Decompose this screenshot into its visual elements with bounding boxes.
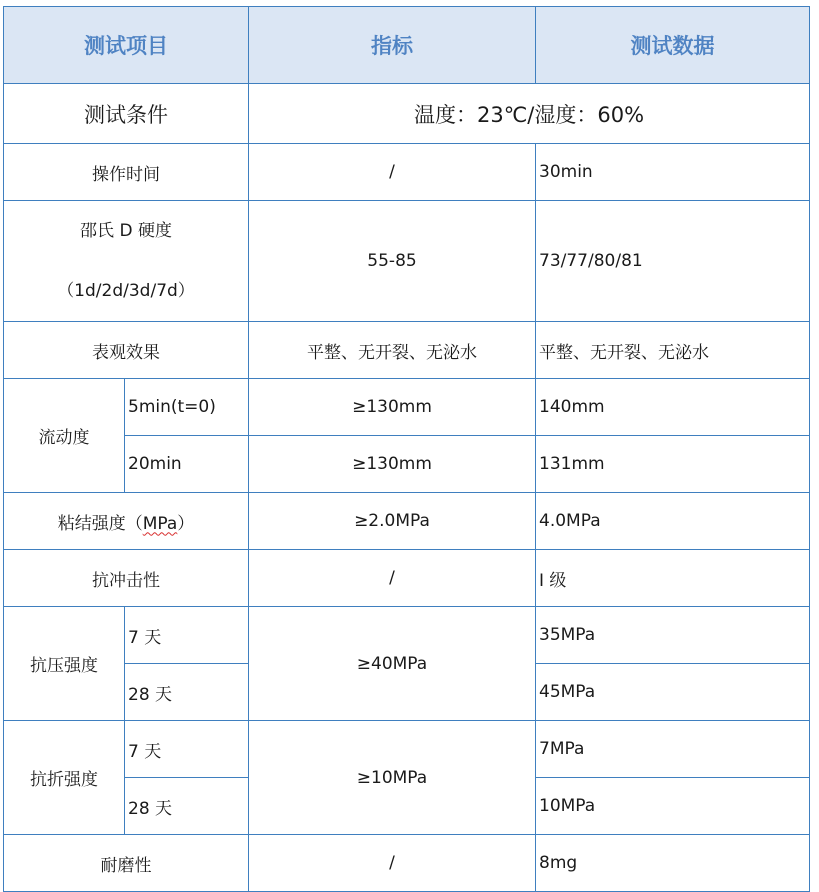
row-label (4, 493, 249, 550)
row-spec: ≥40MPa (249, 607, 536, 721)
row-result: I 级 (536, 550, 810, 607)
conditions-label: 测试条件 (4, 84, 249, 144)
row-label (4, 201, 249, 322)
conditions-row (4, 84, 810, 144)
bond-label-close: ） (177, 513, 195, 534)
row-result: 140mm (536, 379, 810, 436)
hardness-label-line1: 邵氏 D 硬度 (80, 221, 172, 241)
table-row (4, 550, 810, 607)
row-label: 抗压强度 (4, 607, 125, 721)
table-row (4, 721, 810, 778)
sub-label: 20min (125, 436, 249, 493)
row-result: 10MPa (536, 778, 810, 835)
conditions-value: 温度：23℃/湿度：60% (249, 84, 810, 144)
row-label: 表观效果 (4, 322, 249, 379)
row-spec: ≥2.0MPa (249, 493, 536, 550)
row-spec: / (249, 550, 536, 607)
table-row (4, 436, 810, 493)
row-label: 抗折强度 (4, 721, 125, 835)
row-spec: ≥130mm (249, 379, 536, 436)
row-spec: 55-85 (249, 201, 536, 322)
table-row (4, 322, 810, 379)
bond-label-main: 粘结强度（ (57, 513, 143, 534)
sub-label: 28 天 (125, 664, 249, 721)
hardness-label-line2: （1d/2d/3d/7d） (57, 281, 195, 301)
row-spec: 平整、无开裂、无泌水 (249, 322, 536, 379)
table-row (4, 607, 810, 664)
bond-label-unit: MPa (142, 513, 178, 534)
row-label: 抗冲击性 (4, 550, 249, 607)
row-spec: ≥10MPa (249, 721, 536, 835)
sub-label: 5min(t=0) (125, 379, 249, 436)
sub-label: 28 天 (125, 778, 249, 835)
row-spec: ≥130mm (249, 436, 536, 493)
row-result: 4.0MPa (536, 493, 810, 550)
row-label: 流动度 (4, 379, 125, 493)
table-row (4, 201, 810, 322)
row-label: 操作时间 (4, 144, 249, 201)
row-result: 45MPa (536, 664, 810, 721)
spec-table (3, 6, 810, 892)
row-result: 30min (536, 144, 810, 201)
row-label: 耐磨性 (4, 835, 249, 892)
header-test-data: 测试数据 (536, 7, 810, 84)
row-result: 8mg (536, 835, 810, 892)
row-result: 73/77/80/81 (536, 201, 810, 322)
table-row (4, 493, 810, 550)
row-result: 131mm (536, 436, 810, 493)
row-result: 平整、无开裂、无泌水 (536, 322, 810, 379)
row-spec: / (249, 835, 536, 892)
header-row (4, 7, 810, 84)
header-test-item: 测试项目 (4, 7, 249, 84)
table-row (4, 835, 810, 892)
row-result: 7MPa (536, 721, 810, 778)
header-spec: 指标 (249, 7, 536, 84)
row-result: 35MPa (536, 607, 810, 664)
table-row (4, 144, 810, 201)
sub-label: 7 天 (125, 721, 249, 778)
row-spec: / (249, 144, 536, 201)
sub-label: 7 天 (125, 607, 249, 664)
table-row (4, 379, 810, 436)
